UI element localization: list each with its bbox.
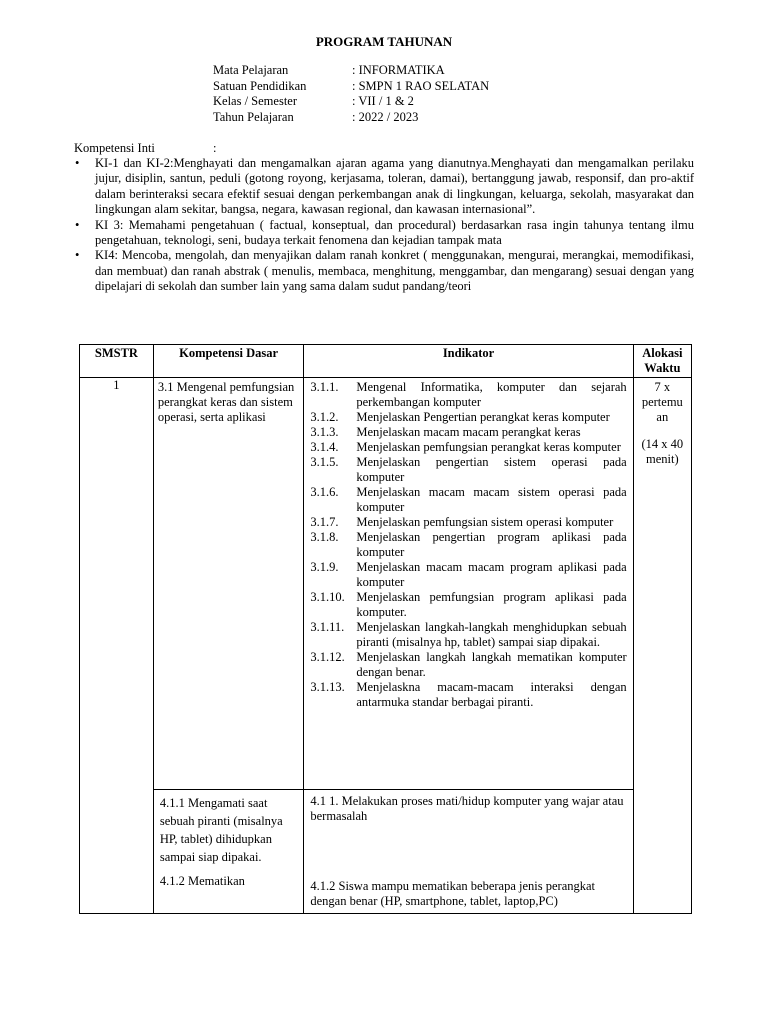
list-item: 3.1.6. Menjelaskan macam macam sistem operasi pada komputer [310, 485, 627, 514]
kd-4-1-1: 4.1.1 Mengamati saat sebuah piranti (misalnya HP, tablet) dihidupkan sampai siap dipakai. [159, 796, 283, 864]
ki-item: • KI 3: Memahami pengetahuan ( factual, konseptual, dan procedural) berdasarkan rasa ingin tahunya tentang ilmu pengetahuan, teknologi, seni, budaya terkait fenomena dan kejadian tampak mata [74, 218, 694, 249]
list-item: 3.1.2. Menjelaskan Pengertian perangkat keras komputer [310, 410, 610, 424]
list-item: 3.1.3. Menjelaskan macam macam perangkat keras [310, 425, 581, 439]
meta-row-year [213, 110, 489, 126]
list-item: 3.1.7. Menjelaskan pemfungsian sistem operasi komputer [310, 515, 614, 529]
header-smstr: SMSTR [80, 345, 154, 378]
table-header-row [80, 345, 692, 378]
list-item: 3.1.10. Menjelaskan pemfungsian program aplikasi pada komputer. [310, 590, 627, 619]
kompetensi-inti-list [74, 156, 694, 295]
kompetensi-inti-heading [74, 141, 216, 156]
list-item: 3.1.13. Menjelaskna macam-macam interaksi dengan antarmuka standar berbagai piranti. [310, 680, 627, 709]
meta-row-class [213, 94, 489, 110]
ki-item: • KI4: Mencoba, mengolah, dan menyajikan dalam ranah konkret ( menggunakan, mengurai, merangkai, memodifikasi, dan membuat) dan ranah abstrak ( menulis, membaca, menghitung, menggambar, dan mengarang) sesuai dengan yang dipelajari di sekolah dan sumber lain yang sama dalam sudut pandang/teori [74, 248, 694, 294]
alokasi-pertemuan: 7 x pertemu an [641, 380, 683, 424]
ind-4-1-1: 4.1 1. Melakukan proses mati/hidup komputer yang wajar atau bermasalah [310, 794, 624, 823]
meta-value: : 2022 / 2023 [352, 109, 419, 124]
alokasi-menit: (14 x 40 menit) [641, 437, 684, 466]
program-table [79, 344, 692, 914]
list-item: 3.1.4. Menjelaskan pemfungsian perangkat keras komputer [310, 440, 621, 454]
ki-item: • KI-1 dan KI-2:Menghayati dan mengamalkan ajaran agama yang dianutnya.Menghayati dan mengamalkan perilaku jujur, disiplin, santun, peduli (gotong royong, kerjasama, toleran, damai), bertanggung jawab, responsif, dan pro-aktif dalam berinteraksi secara efektif sesuai dengan perkembangan anak di lingkungan, keluarga, sekolah, masyarakat dan lingkungan alam sekitar, bangsa, negara, kawasan regional, dan kawasan internasional”. [74, 156, 694, 218]
kd-3-1-cell: 3.1 Mengenal pemfungsian perangkat keras dan sistem operasi, serta aplikasi [153, 378, 304, 790]
meta-label: Tahun Pelajaran [213, 109, 294, 124]
ind-4-1-2: 4.1.2 Siswa mampu mematikan beberapa jenis perangkat dengan benar (HP, smartphone, tablet, laptop,PC) [310, 879, 596, 908]
list-item: 3.1.12. Menjelaskan langkah langkah mematikan komputer dengan benar. [310, 650, 627, 679]
list-item: 3.1.11. Menjelaskan langkah-langkah menghidupkan sebuah piranti (misalnya hp, tablet) sampai siap dipakai. [310, 620, 627, 649]
semester-cell: 1 [80, 378, 154, 914]
meta-row-subject [213, 63, 489, 79]
meta-row-school [213, 79, 489, 95]
list-item: 3.1.5. Menjelaskan pengertian sistem operasi pada komputer [310, 455, 627, 484]
meta-label: Satuan Pendidikan [213, 78, 307, 93]
document-meta [213, 63, 489, 125]
kd-4-1-cell [153, 790, 304, 914]
alokasi-waktu-cell [633, 378, 691, 914]
header-kompetensi-dasar: Kompetensi Dasar [153, 345, 304, 378]
header-indikator: Indikator [304, 345, 633, 378]
kompetensi-inti-colon: : [213, 141, 217, 155]
list-item: 3.1.8. Menjelaskan pengertian program aplikasi pada komputer [310, 530, 627, 559]
meta-value: : SMPN 1 RAO SELATAN [352, 78, 490, 93]
kompetensi-inti-label: Kompetensi Inti [74, 141, 155, 155]
table-row [80, 378, 692, 790]
meta-value: : VII / 1 & 2 [352, 94, 414, 108]
list-item: 3.1.9. Menjelaskan macam macam program aplikasi pada komputer [310, 560, 627, 589]
indikator-4-1-cell [304, 790, 633, 914]
header-alokasi-waktu: Alokasi Waktu [633, 345, 691, 378]
list-item: 3.1.1. Mengenal Informatika, komputer dan sejarah perkembangan komputer [310, 380, 627, 409]
kd-4-1-2: 4.1.2 Mematikan [159, 874, 245, 888]
page-title: PROGRAM TAHUNAN [315, 34, 453, 49]
meta-label: Mata Pelajaran [213, 63, 289, 77]
indikator-3-1-cell [304, 378, 633, 790]
meta-label: Kelas / Semester [213, 94, 298, 108]
table-row [80, 790, 692, 914]
meta-value: : INFORMATIKA [352, 63, 445, 77]
